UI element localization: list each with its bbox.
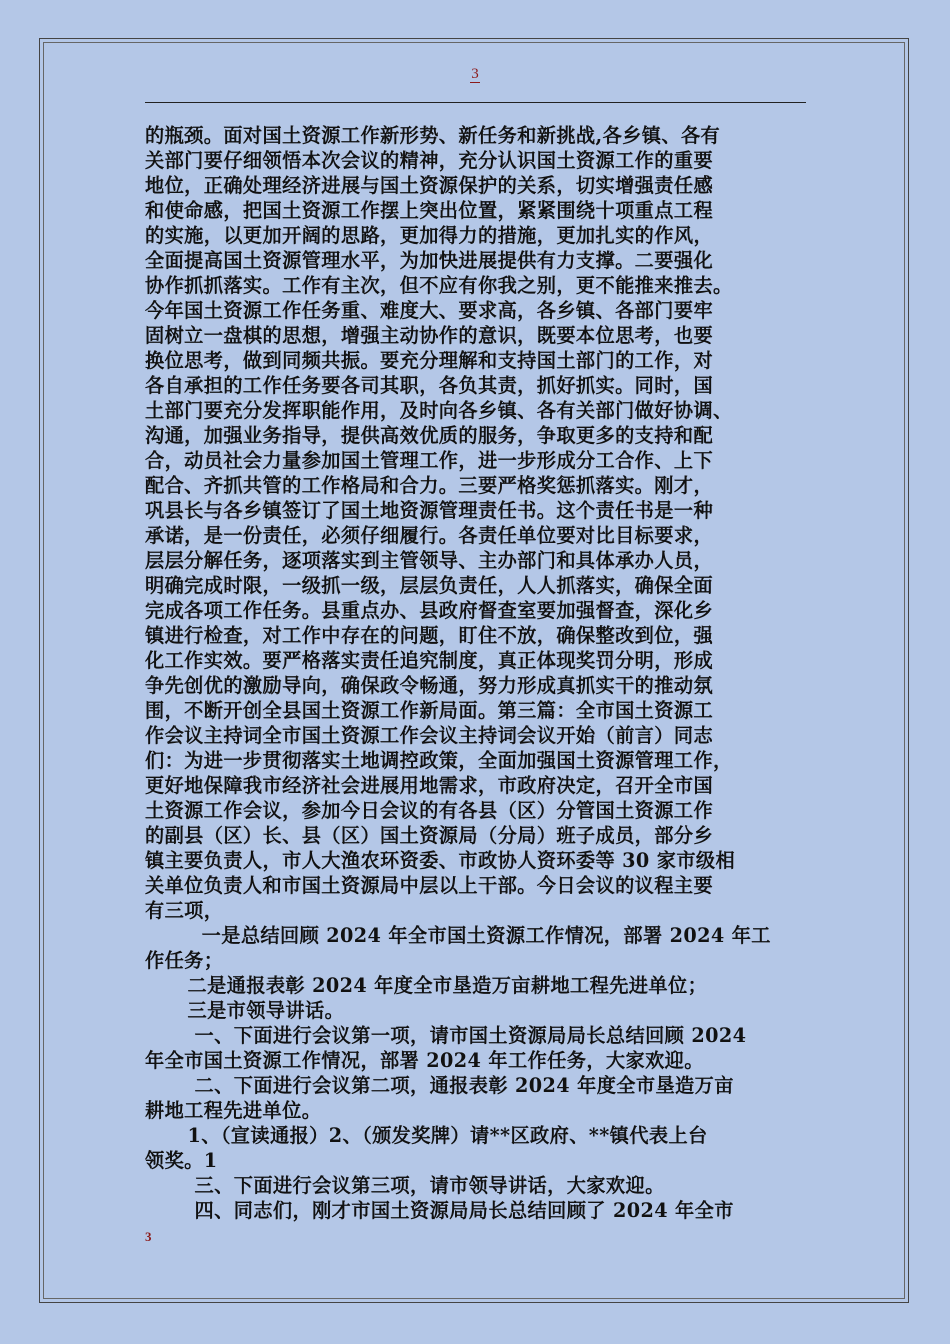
body-line: 各自承担的工作任务要各司其职，各负其责，抓好抓实。同时，国 — [145, 374, 714, 397]
body-line: 耕地工程先进单位。 — [145, 1099, 322, 1122]
body-line: 有三项， — [145, 899, 224, 922]
body-line: 一是总结回顾 2024 年全市国土资源工作情况，部署 2024 年工 — [145, 924, 771, 947]
body-line: 地位，正确处理经济进展与国土资源保护的关系，切实增强责任感 — [145, 174, 714, 197]
body-line: 土资源工作会议，参加今日会议的有各县（区）分管国土资源工作 — [145, 799, 714, 822]
body-line: 和使命感，把国土资源工作摆上突出位置，紧紧围绕十项重点工程 — [145, 199, 714, 222]
body-line: 的实施，以更加开阔的思路，更加得力的措施，更加扎实的作风， — [145, 224, 714, 247]
body-line: 关单位负责人和市国土资源局中层以上干部。今日会议的议程主要 — [145, 874, 714, 897]
body-line: 年全市国土资源工作情况，部署 2024 年工作任务，大家欢迎。 — [145, 1049, 704, 1072]
body-line: 层层分解任务，逐项落实到主管领导、主办部门和具体承办人员， — [145, 549, 714, 572]
body-line: 固树立一盘棋的思想，增强主动协作的意识，既要本位思考，也要 — [145, 324, 714, 347]
body-line: 三是市领导讲话。 — [145, 999, 345, 1022]
body-line: 们：为进一步贯彻落实土地调控政策，全面加强国土资源管理工作， — [145, 749, 733, 772]
body-line: 的瓶颈。面对国土资源工作新形势、新任务和新挑战,各乡镇、各有 — [145, 124, 721, 147]
body-line: 镇主要负责人，市人大渔农环资委、市政协人资环委等 30 家市级相 — [145, 849, 736, 872]
body-line: 领奖。1 — [145, 1149, 218, 1172]
header-rule — [145, 102, 806, 103]
footer-page-number: 3 — [145, 1229, 152, 1244]
body-line: 作会议主持词全市国土资源工作会议主持词会议开始（前言）同志 — [145, 724, 714, 747]
body-line: 二、下面进行会议第二项，通报表彰 2024 年度全市垦造万亩 — [145, 1074, 734, 1097]
body-line: 巩县长与各乡镇签订了国土地资源管理责任书。这个责任书是一种 — [145, 499, 714, 522]
body-line: 承诺，是一份责任，必须仔细履行。各责任单位要对比目标要求， — [145, 524, 714, 547]
body-line: 化工作实效。要严格落实责任追究制度，真正体现奖罚分明，形成 — [145, 649, 714, 672]
header-page-number: 3 — [471, 66, 479, 82]
body-line: 关部门要仔细领悟本次会议的精神，充分认识国土资源工作的重要 — [145, 149, 714, 172]
body-line: 今年国土资源工作任务重、难度大、要求高，各乡镇、各部门要牢 — [145, 299, 714, 322]
body-line: 配合、齐抓共管的工作格局和合力。三要严格奖惩抓落实。刚才， — [145, 474, 714, 497]
body-line: 更好地保障我市经济社会进展用地需求，市政府决定，召开全市国 — [145, 774, 714, 797]
body-line: 四、同志们，刚才市国土资源局局长总结回顾了 2024 年全市 — [145, 1199, 734, 1222]
body-line: 沟通，加强业务指导，提供高效优质的服务，争取更多的支持和配 — [145, 424, 714, 447]
body-line: 一、下面进行会议第一项，请市国土资源局局长总结回顾 2024 — [145, 1024, 747, 1047]
body-line: 二是通报表彰 2024 年度全市垦造万亩耕地工程先进单位； — [145, 974, 708, 997]
body-line: 协作抓抓落实。工作有主次，但不应有你我之别，更不能推来推去。 — [145, 274, 733, 297]
body-line: 镇进行检查，对工作中存在的问题，盯住不放，确保整改到位，强 — [145, 624, 714, 647]
body-line: 全面提高国土资源管理水平，为加快进展提供有力支撑。二要强化 — [145, 249, 714, 272]
document-body — [145, 123, 825, 1223]
body-line: 土部门要充分发挥职能作用，及时向各乡镇、各有关部门做好协调、 — [145, 399, 733, 422]
body-line: 三、下面进行会议第三项，请市领导讲话，大家欢迎。 — [145, 1174, 665, 1197]
body-line: 明确完成时限，一级抓一级，层层负责任，人人抓落实，确保全面 — [145, 574, 714, 597]
body-line: 完成各项工作任务。县重点办、县政府督查室要加强督查，深化乡 — [145, 599, 714, 622]
body-line: 1、（宣读通报）2、（颁发奖牌）请**区政府、**镇代表上台 — [145, 1124, 708, 1147]
body-line: 作任务； — [145, 949, 224, 972]
body-line: 争先创优的激励导向，确保政令畅通，努力形成真抓实干的推动氛 — [145, 674, 714, 697]
body-line: 换位思考，做到同频共振。要充分理解和支持国土部门的工作，对 — [145, 349, 714, 372]
body-line: 围，不断开创全县国土资源工作新局面。第三篇：全市国土资源工 — [145, 699, 714, 722]
body-line: 的副县（区）长、县（区）国土资源局（分局）班子成员，部分乡 — [145, 824, 714, 847]
body-line: 合，动员社会力量参加国土管理工作，进一步形成分工合作、上下 — [145, 449, 714, 472]
